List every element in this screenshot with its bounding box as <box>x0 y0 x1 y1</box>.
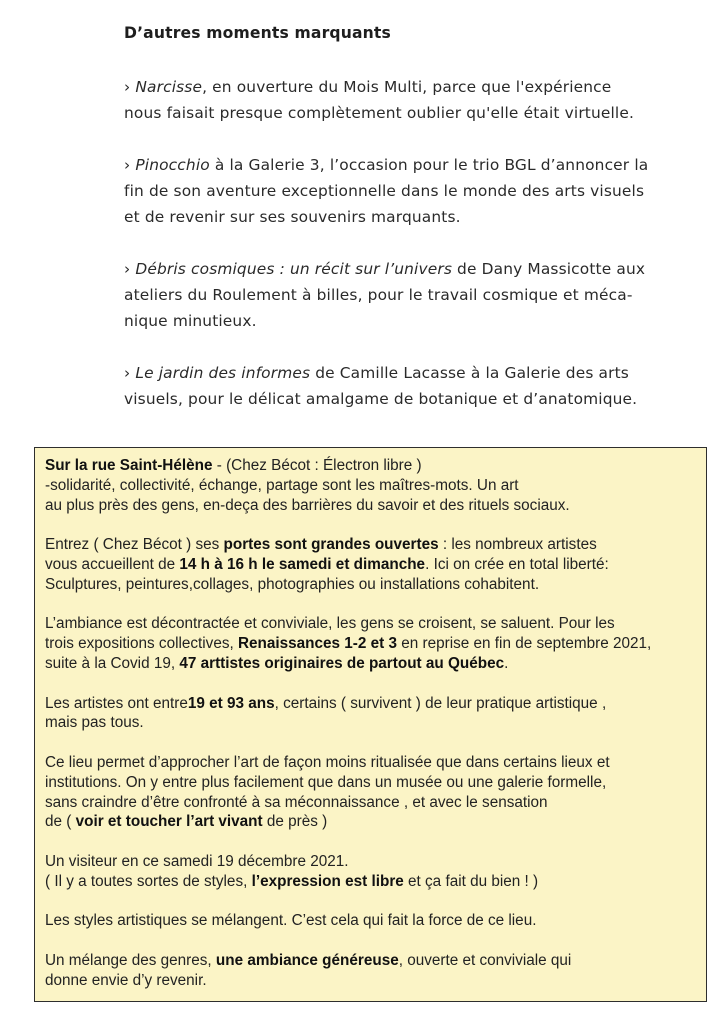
text: -solidarité, collectivité, échange, partage sont les maîtres-mots. Un art <box>45 476 519 494</box>
note-paragraph-location <box>45 456 696 515</box>
text: Sculptures, peintures,collages, photographies ou installations cohabitent. <box>45 575 540 593</box>
item-text: , en ouverture du Mois Multi, parce que l'expérience <box>202 78 612 96</box>
article-section <box>124 20 694 438</box>
emphasis: 14 h à 16 h le samedi et dimanche <box>179 555 426 573</box>
bullet: › <box>124 156 136 174</box>
emphasis: une ambiance généreuse <box>215 951 399 969</box>
note-paragraph-visitor <box>45 852 696 892</box>
note-box <box>34 447 707 1002</box>
text: . Ici on crée en total liberté: <box>425 555 609 573</box>
text: sans craindre d’être confronté à sa méconnaissance , et avec le sensation <box>45 793 548 811</box>
text: : les nombreux artistes <box>438 536 597 554</box>
text: de ( <box>45 813 76 831</box>
work-title: Débris cosmiques : un récit sur l’univers <box>135 260 452 278</box>
emphasis: portes sont grandes ouvertes <box>223 536 439 554</box>
item-text: nique minutieux. <box>124 312 257 330</box>
emphasis: Renaissances 1-2 et 3 <box>238 635 398 653</box>
section-heading: D’autres moments marquants <box>124 24 391 42</box>
text: Un visiteur en ce samedi 19 décembre 2021. <box>45 852 349 870</box>
bullet: › <box>124 78 136 96</box>
highlight-item <box>124 152 694 230</box>
text: - (Chez Bécot : Électron libre ) <box>212 457 422 474</box>
bullet: › <box>124 364 136 382</box>
text: donne envie d’y revenir. <box>45 971 207 989</box>
item-text: de Camille Lacasse à la Galerie des arts <box>310 364 629 382</box>
bullet: › <box>124 260 136 278</box>
emphasis: l’expression est libre <box>251 872 404 890</box>
text: institutions. On y entre plus facilement que dans un musée ou une galerie formelle, <box>45 773 607 791</box>
text: , certains ( survivent ) de leur pratique artistique , <box>274 694 607 712</box>
text: de près ) <box>262 813 328 831</box>
text: vous accueillent de <box>45 555 180 573</box>
work-title: Le jardin des informes <box>135 364 311 382</box>
work-title: Narcisse <box>135 78 203 96</box>
text: Ce lieu permet d’approcher l’art de façon moins ritualisée que dans certains lieux et <box>45 753 610 771</box>
text: trois expositions collectives, <box>45 635 238 653</box>
note-paragraph-place <box>45 753 696 832</box>
text: en reprise en fin de septembre 2021, <box>397 635 652 653</box>
item-text: ateliers du Roulement à billes, pour le travail cosmique et méca- <box>124 286 633 304</box>
text: L’ambiance est décontractée et conviviale, les gens se croisent, se saluent. Pour les <box>45 615 615 633</box>
item-text: de Dany Massicotte aux <box>452 260 646 278</box>
item-text: fin de son aventure exceptionnelle dans le monde des arts visuels <box>124 182 645 200</box>
emphasis: 19 et 93 ans <box>187 694 275 712</box>
text: suite à la Covid 19, <box>45 654 180 672</box>
note-paragraph-closing <box>45 951 696 991</box>
emphasis: Sur la rue Saint-Hélène <box>45 457 213 474</box>
note-paragraph-ambiance <box>45 614 696 673</box>
text: . <box>504 654 509 672</box>
highlight-item <box>124 360 694 412</box>
text: , ouverte et conviviale qui <box>398 951 572 969</box>
text: Un mélange des genres, <box>45 951 216 969</box>
text: et ça fait du bien ! ) <box>403 872 539 890</box>
text: mais pas tous. <box>45 714 144 732</box>
text: au plus près des gens, en-deça des barrières du savoir et des rituels sociaux. <box>45 496 570 514</box>
text: Les styles artistiques se mélangent. C’est cela qui fait la force de ce lieu. <box>45 912 537 930</box>
note-paragraph-artists <box>45 694 696 734</box>
text: ( Il y a toutes sortes de styles, <box>45 872 252 890</box>
note-paragraph-hours <box>45 535 696 594</box>
item-text: et de revenir sur ses souvenirs marquants. <box>124 208 461 226</box>
emphasis: 47 arttistes originaires de partout au Québec <box>179 654 505 672</box>
item-text: à la Galerie 3, l’occasion pour le trio BGL d’annoncer la <box>209 156 649 174</box>
text: Entrez ( Chez Bécot ) ses <box>45 536 224 554</box>
note-paragraph-styles <box>45 911 696 931</box>
text: Les artistes ont entre <box>45 694 188 712</box>
item-text: nous faisait presque complètement oublier qu'elle était virtuelle. <box>124 104 635 122</box>
item-text: visuels, pour le délicat amalgame de botanique et d’anatomique. <box>124 390 638 408</box>
emphasis: voir et toucher l’art vivant <box>75 813 263 831</box>
highlight-item <box>124 74 694 126</box>
highlight-item <box>124 256 694 334</box>
work-title: Pinocchio <box>135 156 210 174</box>
